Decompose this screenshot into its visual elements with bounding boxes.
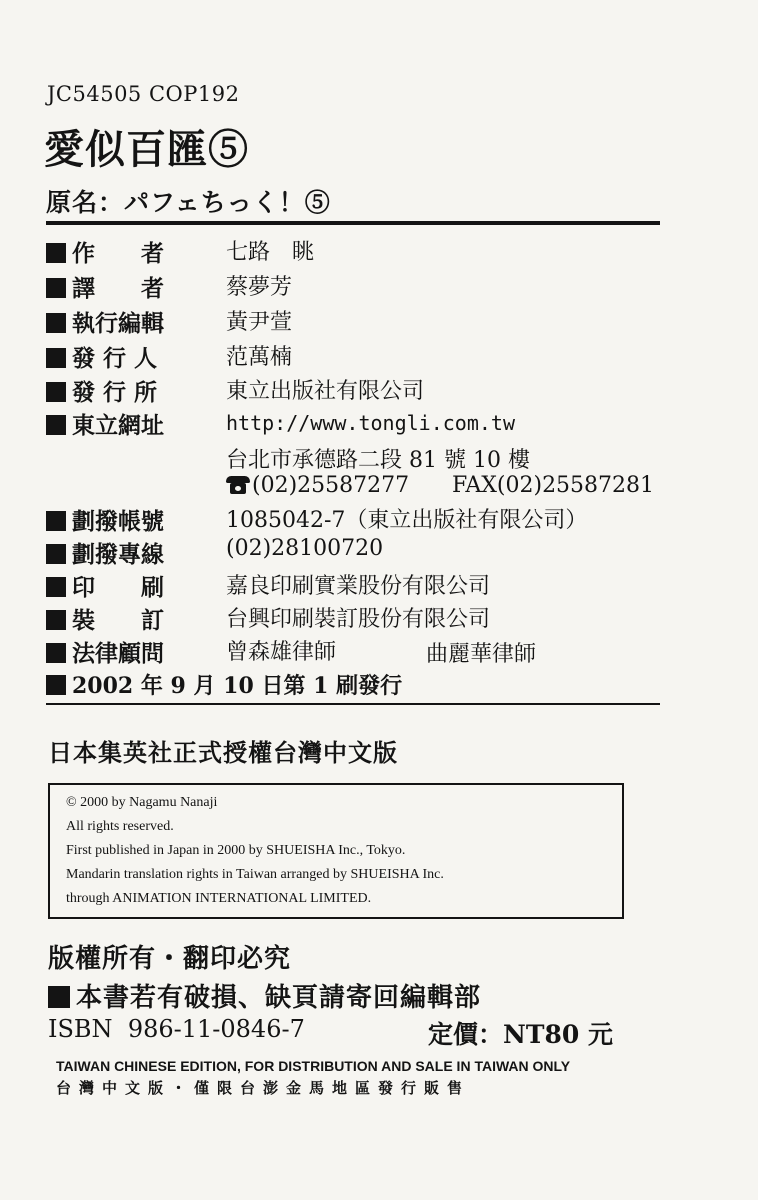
credit-value: (02)28100720 — [226, 536, 384, 561]
credit-label: 執行編輯 — [72, 310, 164, 337]
square-bullet-icon — [46, 577, 66, 597]
credit-value: 曾森雄律師 — [226, 640, 337, 665]
copyright-line: Mandarin translation rights in Taiwan arranged by SHUEISHA Inc. — [66, 867, 444, 882]
square-bullet-icon — [48, 986, 70, 1008]
copyright-line: All rights reserved. — [66, 819, 174, 834]
square-bullet-icon — [46, 511, 66, 531]
credit-value: 台興印刷裝訂股份有限公司 — [226, 607, 491, 632]
damage-notice: 本書若有破損、缺頁請寄回編輯部 — [48, 977, 481, 1014]
square-bullet-icon — [46, 348, 66, 368]
fax-number: FAX(02)25587281 — [452, 473, 655, 498]
credit-label: 印 刷 — [72, 574, 164, 601]
square-bullet-icon — [46, 610, 66, 630]
second-lawyer: 曲麗華律師 — [426, 642, 537, 667]
print-date: 2002 年 9 月 10 日第 1 刷發行 — [46, 669, 402, 700]
credit-label: 劃撥專線 — [72, 541, 164, 568]
credit-label: 東立網址 — [72, 412, 164, 439]
square-bullet-icon — [46, 382, 66, 402]
credit-label: 發 行 人 — [72, 345, 158, 372]
price: 定價：NT80 元 — [428, 1020, 613, 1049]
square-bullet-icon — [46, 313, 66, 333]
credit-value: 東立出版社有限公司 — [226, 379, 425, 404]
credit-value: 1085042-7（東立出版社有限公司） — [226, 508, 588, 533]
isbn: ISBN 986-11-0846-7 — [48, 1015, 305, 1043]
website-url[interactable]: http://www.tongli.com.tw — [226, 411, 515, 435]
credit-value: 嘉良印刷實業股份有限公司 — [226, 574, 491, 599]
copyright-line: through ANIMATION INTERNATIONAL LIMITED. — [66, 891, 372, 906]
square-bullet-icon — [46, 544, 66, 564]
book-title: 愛似百匯⑤ — [44, 126, 249, 173]
original-title: 原名：パフェちっく！⑤ — [46, 188, 331, 217]
credit-value: 黃尹萱 — [226, 310, 293, 335]
square-bullet-icon — [46, 278, 66, 298]
edition-notice-en: TAIWAN CHINESE EDITION, FOR DISTRIBUTION AND SALE IN TAIWAN ONLY — [56, 1058, 571, 1074]
authorization-notice: 日本集英社正式授權台灣中文版 — [48, 738, 398, 767]
square-bullet-icon — [46, 643, 66, 663]
credit-label: 法律顧問 — [72, 640, 164, 667]
middle-divider — [46, 703, 660, 705]
top-divider — [46, 221, 660, 225]
credit-value: 范萬楠 — [226, 345, 293, 370]
copyright-box — [48, 783, 624, 919]
credit-label: 裝 訂 — [72, 607, 164, 634]
credit-label: 作 者 — [72, 240, 164, 267]
credit-value: 蔡夢芳 — [226, 275, 293, 300]
credit-value: 七路 眺 — [226, 240, 315, 265]
postal-address: 台北市承德路二段 81 號 10 樓 — [226, 448, 530, 473]
rights-reserved: 版權所有・翻印必究 — [48, 944, 292, 974]
edition-notice-zh: 台灣中文版・僅限台澎金馬地區發行販售 — [56, 1079, 471, 1097]
book-code: JC54505 COP192 — [47, 82, 240, 106]
square-bullet-icon — [46, 243, 66, 263]
telephone-icon — [226, 476, 250, 494]
square-bullet-icon — [46, 675, 66, 695]
copyright-line: First published in Japan in 2000 by SHUEISHA Inc., Tokyo. — [66, 843, 406, 858]
copyright-line: © 2000 by Nagamu Nanaji — [66, 795, 218, 810]
credit-label: 譯 者 — [72, 275, 164, 302]
credit-label: 劃撥帳號 — [72, 508, 164, 535]
phone-number: (02)25587277 — [226, 473, 409, 498]
square-bullet-icon — [46, 415, 66, 435]
credit-label: 發 行 所 — [72, 379, 158, 406]
